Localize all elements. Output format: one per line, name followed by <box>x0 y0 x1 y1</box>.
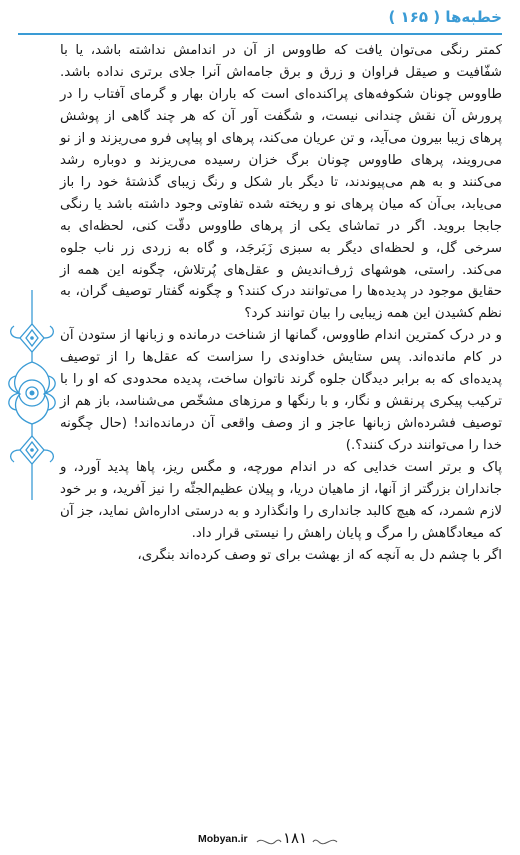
header-rule <box>18 33 502 35</box>
paragraph-1: کمتر رنگی می‌توان یافت که طاووس از آن در اندامش نداشته باشد، یا با شفّافیت و صیقل فراوان و زرق و برق جامه‌اش آنرا جلای برتری نداده باشد. طاووس چونان شکوفه‌های پراکنده‌ای است که باران بهار و گرمای آفتاب را در پرورش آن نقش چندانی نیست، و شگفت آور آن که هر چند گاهی از پوشش پرهای زیبا بیرون می‌آید، و تن عریان می‌کند، پرهای او پیاپی فرو می‌ریزند و از نو می‌رویند، پرهای طاووس چونان برگ خزان رسیده می‌ریزند و دوباره رشد می‌کنند و به هم می‌پیوندند، تا دیگر بار شکل و رنگ زیبای گذشتهٔ خود را باز می‌یابد، بی‌آن که میان پرهای نو و ریخته شده تفاوتی وجود داشته باشد یا رنگی جابجا بروید. اگر در تماشای یکی از پرهای طاووس دقّت کنی، لحظه‌ای به سرخی گل، و لحظه‌ای دیگر به سبزی زَبَرجَد، و گاه به زردی زر ناب جلوه می‌کند. راستی، هوشهای ژرف‌اندیش و عقل‌های پُرتلاش، چگونه این همه از حقایق موجود در پدیده‌ها را می‌توانند درک کنند؟ و چگونه گفتار توصیف گران، به نظم کشیدن این همه زیبایی را بیان توانند کرد؟ <box>60 43 502 322</box>
page-header <box>0 0 520 36</box>
paragraph-3: پاک و برتر است خدایی که در اندام مورچه، و مگس ریز، پاها پدید آورد، و جانداران بزرگتر از آنها، از ماهیان دریا، و پیلان عظیم‌الجثّه را نیز آفرید، و بر خود لازم شمرد، که هیچ کالبد جانداری را وانگذارد و به درستی اداره‌اش نماید، جز آن که میعادگاهش را مرگ و پایان راهش را نیستی قرار داد. <box>60 460 502 541</box>
watermark: Mobyan.ir <box>198 833 248 845</box>
page-footer <box>0 825 520 855</box>
page-number: ۱۸۱ <box>283 829 308 847</box>
paragraph-2: و در درک کمترین اندام طاووس، گمانها از شناخت درمانده و زبانها از ستودن آن در کام مانده‌اند. پس ستایش خداوندی را سزاست که عقل‌ها را از توصیف پدیده‌ای که به برابر دیدگان جلوه گرند ناتوان ساخت، پدیده محدودی که او را با ترکیب پیکری پرنقش و نگار، و با رنگها و مرزهای مشخّص می‌شناسد، باز هم از توصیف فشرده‌اش زبانها عاجز و از وصف واقعی آن درمانده‌اند! (حال چگونه خدا را می‌توانند درک کنند؟.) <box>60 328 502 454</box>
running-header-title: خطبه‌ها ( ۱۶۵ ) <box>388 8 502 26</box>
body-text <box>60 40 502 567</box>
paragraph-4: اگر با چشم دل به آنچه که از بهشت برای تو وصف کرده‌اند بنگری، <box>137 547 502 563</box>
margin-ornament-icon <box>4 290 60 500</box>
